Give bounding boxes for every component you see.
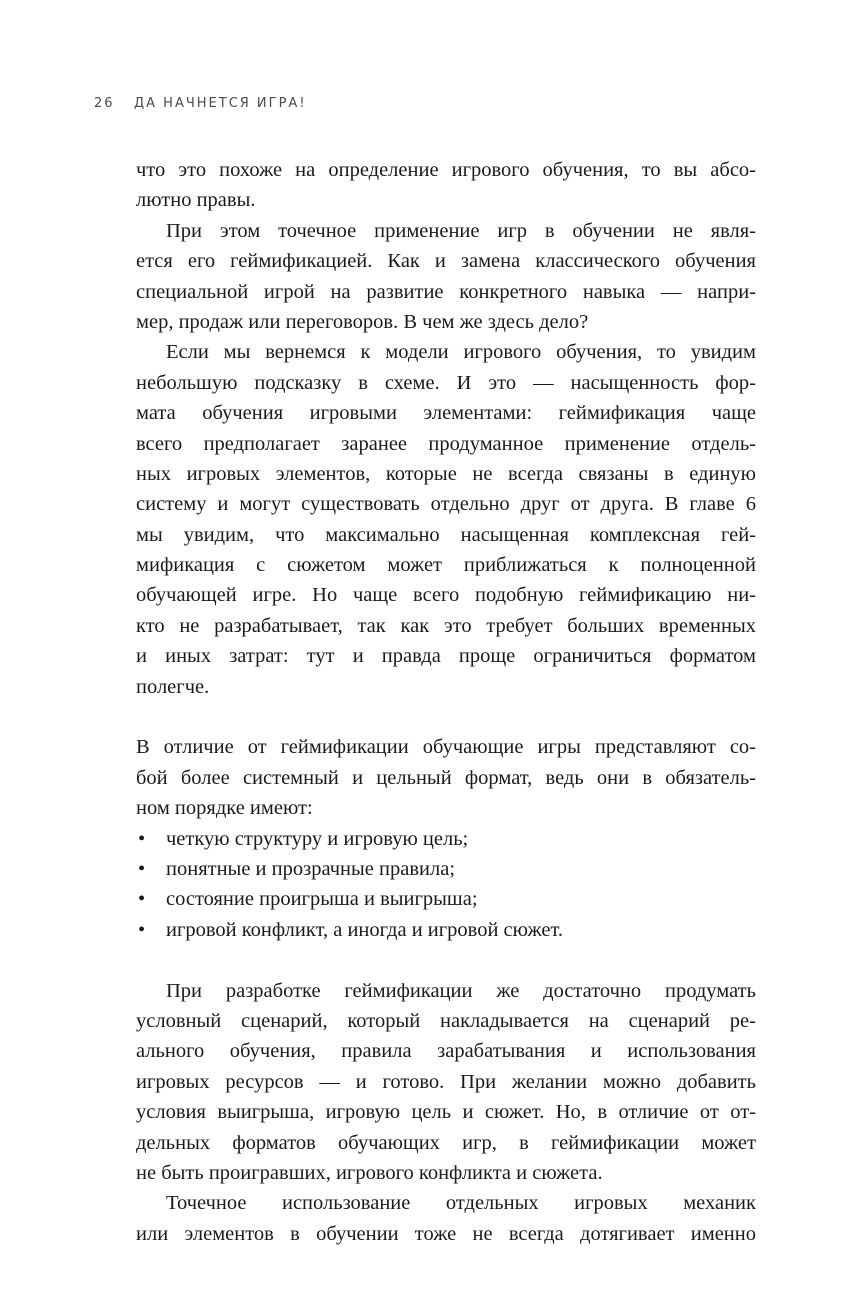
text-line: или элементов в обучении тоже не всегда дотягивает именно: [136, 1222, 756, 1245]
text-line: небольшую подсказку в схеме. И это — насыщенность фор-: [136, 371, 756, 394]
paragraph-5: [136, 976, 756, 1189]
paragraph-6: [136, 1188, 756, 1249]
section-spacer: [136, 945, 756, 975]
text-line: не быть проигравших, игрового конфликта и сюжета.: [136, 1161, 603, 1184]
list-item-text: понятные и прозрачные правила;: [166, 857, 456, 880]
paragraph-1: [136, 155, 756, 216]
text-line: и иных затрат: тут и правда проще ограничиться форматом: [136, 645, 756, 668]
text-line: систему и могут существовать отдельно друг от друга. В главе 6: [136, 493, 756, 516]
bullet-icon: •: [138, 888, 146, 911]
list-item: [136, 824, 756, 854]
text-line: специальной игрой на развитие конкретного навыка — напри-: [136, 280, 756, 303]
text-line: ном порядке имеют:: [136, 797, 313, 820]
running-head: [94, 96, 307, 111]
text-line: условия выигрыша, игровую цель и сюжет. Но, в отличие от от-: [136, 1101, 756, 1124]
bullet-icon: •: [138, 918, 146, 941]
list-item-text: состояние проигрыша и выигрыша;: [166, 888, 478, 911]
running-title: ДА НАЧНЕТСЯ ИГРА!: [134, 96, 307, 111]
text-line: кто не разрабатывает, так как это требует больших временных: [136, 614, 756, 637]
text-line: что это похоже на определение игрового обучения, то вы абсо-: [136, 159, 756, 181]
text-line: обучающей игре. Но чаще всего подобную геймификацию ни-: [136, 584, 756, 607]
text-line: бой более системный и цельный формат, ведь они в обязатель-: [136, 766, 756, 789]
section-spacer: [136, 702, 756, 732]
text-line: ального обучения, правила зарабатывания и использования: [136, 1040, 756, 1063]
text-line: ется его геймификацией. Как и замена классического обучения: [136, 250, 756, 273]
text-line: При разработке геймификации же достаточно продумать: [166, 979, 756, 1002]
list-item-text: игровой конфликт, а иногда и игровой сюжет.: [166, 918, 563, 941]
text-line: ных игровых элементов, которые не всегда связаны в единую: [136, 462, 756, 485]
list-item: [136, 854, 756, 884]
text-line: мер, продаж или переговоров. В чем же здесь дело?: [136, 310, 589, 333]
text-line: мы увидим, что максимально насыщенная комплексная гей-: [136, 523, 756, 546]
list-item: [136, 884, 756, 914]
bullet-icon: •: [138, 827, 146, 850]
text-line: мата обучения игровыми элементами: геймификация чаще: [136, 402, 756, 425]
text-line: игровых ресурсов — и готово. При желании можно добавить: [136, 1070, 756, 1093]
text-line: полегче.: [136, 675, 210, 698]
text-line: В отличие от геймификации обучающие игры представляют со-: [136, 736, 756, 759]
paragraph-2: [136, 216, 756, 338]
text-line: условный сценарий, который накладывается на сценарий ре-: [136, 1009, 756, 1032]
list-item-text: четкую структуру и игровую цель;: [166, 827, 469, 850]
text-line: Если мы вернемся к модели игрового обучения, то увидим: [166, 341, 756, 364]
bullet-list: [136, 824, 756, 946]
paragraph-3: [136, 337, 756, 702]
text-line: При этом точечное применение игр в обучении не явля-: [166, 219, 756, 242]
text-line: всего предполагает заранее продуманное применение отдель-: [136, 432, 756, 455]
bullet-icon: •: [138, 857, 146, 880]
body-text: [136, 155, 756, 1249]
page-number: 26: [94, 96, 115, 111]
text-line: лютно правы.: [136, 189, 256, 212]
text-line: Точечное использование отдельных игровых механик: [166, 1192, 756, 1215]
list-item: [136, 915, 756, 945]
text-line: дельных форматов обучающих игр, в геймификации может: [136, 1131, 756, 1154]
paragraph-4: [136, 732, 756, 823]
text-line: мификация с сюжетом может приближаться к полноценной: [136, 554, 756, 577]
